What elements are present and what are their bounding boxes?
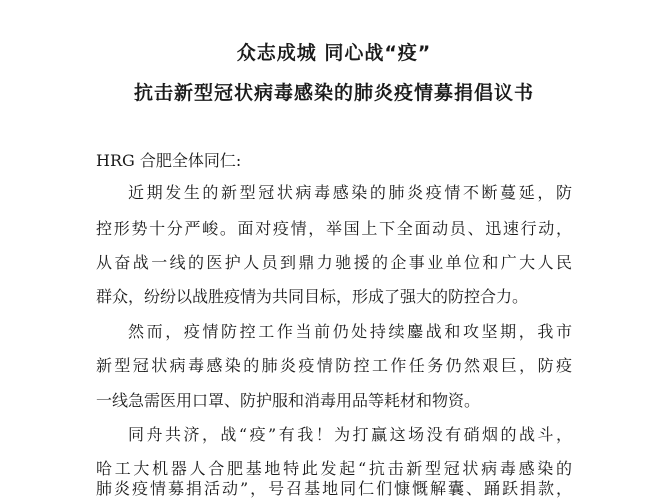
body-line-1: 近期发生的新型冠状病毒感染的肺炎疫情不断蔓延，防	[128, 183, 572, 202]
body-line-6: 新型冠状病毒感染的肺炎疫情防控工作任务仍然艰巨，防疫	[96, 356, 572, 375]
body-line-5: 然而，疫情防控工作当前仍处持续鏖战和攻坚期，我市	[128, 322, 572, 341]
body-line-10: 肺炎疫情募捐活动”，号召基地同仁们慷慨解囊、踊跃捐款，	[96, 479, 572, 498]
body-line-7: 一线急需医用口罩、防护服和消毒用品等耗材和物资。	[96, 391, 481, 410]
body-line-3: 从奋战一线的医护人员到鼎力驰援的企事业单位和广大人民	[96, 253, 572, 272]
document-title-line-1: 众志成城 同心战“疫”	[236, 42, 432, 64]
body-line-4: 群众，纷纷以战胜疫情为共同目标，形成了强大的防控合力。	[96, 287, 529, 306]
document-title-line-2: 抗击新型冠状病毒感染的肺炎疫情募捐倡议书	[133, 82, 534, 104]
salutation: HRG 合肥全体同仁:	[96, 151, 242, 170]
body-line-8: 同舟共济，战“疫”有我！为打赢这场没有硝烟的战斗，	[128, 425, 572, 444]
body-line-9: 哈工大机器人合肥基地特此发起“抗击新型冠状病毒感染的	[96, 459, 572, 478]
body-line-2: 控形势十分严峻。面对疫情，举国上下全面动员、迅速行动，	[96, 219, 572, 238]
